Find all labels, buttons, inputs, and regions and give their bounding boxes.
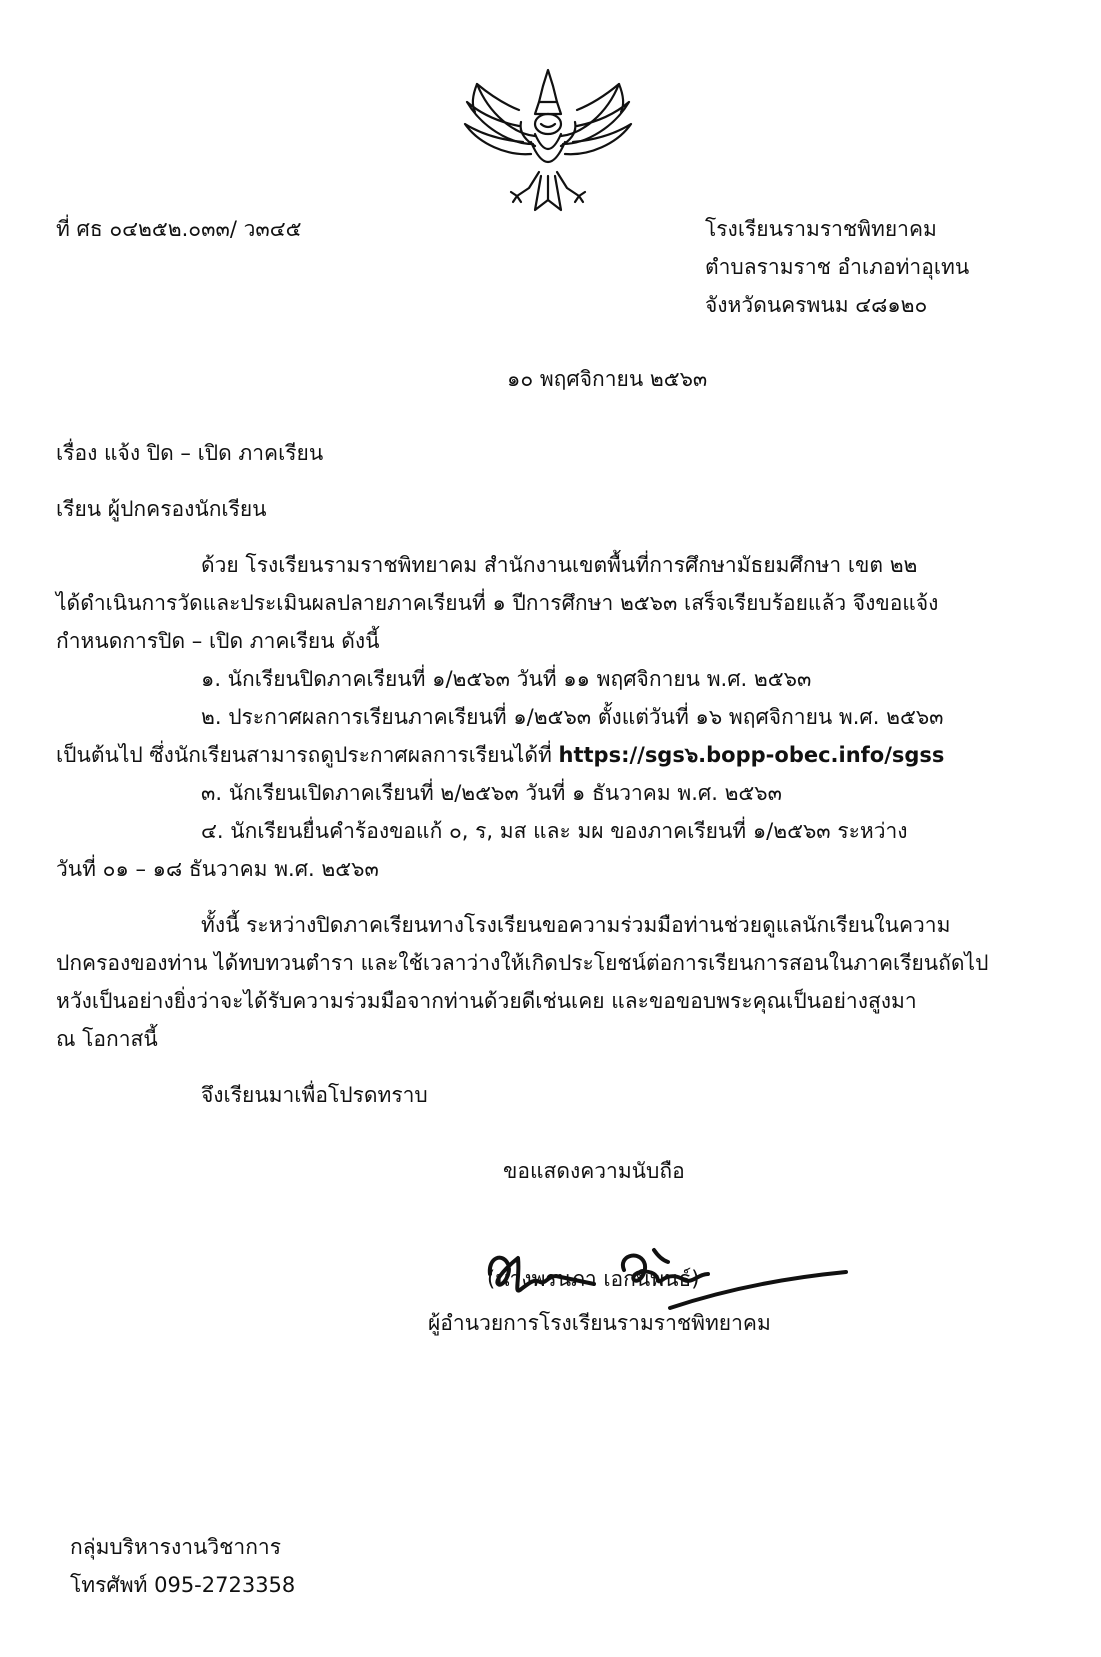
sender-address-line-2: ตำบลรามราช อำเภอท่าอุเทน	[705, 255, 970, 279]
schedule-item-1: ๑. นักเรียนปิดภาคเรียนที่ ๑/๒๕๖๓ วันที่ ๑๑ พฤศจิกายน พ.ศ. ๒๕๖๓	[201, 667, 812, 691]
ending-line: จึงเรียนมาเพื่อโปรดทราบ	[201, 1083, 428, 1107]
intro-line-2: ได้ดำเนินการวัดและประเมินผลปลายภาคเรียนที่ ๑ ปีการศึกษา ๒๕๖๓ เสร็จเรียบร้อยแล้ว จึงขอแจ้ง	[56, 591, 939, 615]
closing-line-3: หวังเป็นอย่างยิ่งว่าจะได้รับความร่วมมือจากท่านด้วยดีเช่นเคย และขอขอบพระคุณเป็นอย่างสูงมา	[56, 989, 917, 1013]
regards-line: ขอแสดงความนับถือ	[503, 1159, 685, 1183]
intro-line-3: กำหนดการปิด – เปิด ภาคเรียน ดังนี้	[56, 629, 380, 653]
letter-date: ๑๐ พฤศจิกายน ๒๕๖๓	[507, 367, 708, 391]
schedule-item-2-line-1: ๒. ประกาศผลการเรียนภาคเรียนที่ ๑/๒๕๖๓ ตั้งแต่วันที่ ๑๖ พฤศจิกายน พ.ศ. ๒๕๖๓	[201, 705, 944, 729]
schedule-item-2-line-2	[56, 742, 944, 769]
closing-line-1: ทั้งนี้ ระหว่างปิดภาคเรียนทางโรงเรียนขอความร่วมมือท่านช่วยดูแลนักเรียนในความ	[201, 913, 951, 937]
sender-address-line-1: โรงเรียนรามราชพิทยาคม	[705, 217, 937, 241]
schedule-item-4-line-1: ๔. นักเรียนยื่นคำร้องขอแก้ ๐, ร, มส และ มผ ของภาคเรียนที่ ๑/๒๕๖๓ ระหว่าง	[201, 819, 908, 843]
signatory-position: ผู้อำนวยการโรงเรียนรามราชพิทยาคม	[428, 1311, 771, 1335]
closing-line-2: ปกครองของท่าน ได้ทบทวนตำรา และใช้เวลาว่างให้เกิดประโยชน์ต่อการเรียนการสอนในภาคเรียนถัดไป	[56, 951, 989, 975]
garuda-emblem	[459, 64, 637, 220]
signatory-name: (นางพรนภา เอกนิพนธ์)	[487, 1267, 700, 1291]
intro-line-1: ด้วย โรงเรียนรามราชพิทยาคม สำนักงานเขตพื้นที่การศึกษามัธยมศึกษา เขต ๒๒	[201, 553, 918, 577]
subject-line: เรื่อง แจ้ง ปิด – เปิด ภาคเรียน	[56, 441, 324, 465]
reference-number: ที่ ศธ ๐๔๒๕๒.๐๓๓/ ว๓๔๕	[56, 217, 302, 241]
department-name: กลุ่มบริหารงานวิชาการ	[70, 1535, 281, 1559]
schedule-item-3: ๓. นักเรียนเปิดภาคเรียนที่ ๒/๒๕๖๓ วันที่ ๑ ธันวาคม พ.ศ. ๒๕๖๓	[201, 781, 782, 805]
schedule-item-2-text: เป็นต้นไป ซึ่งนักเรียนสามารถดูประกาศผลการเรียนได้ที่	[56, 743, 559, 767]
schedule-item-4-line-2: วันที่ ๐๑ – ๑๘ ธันวาคม พ.ศ. ๒๕๖๓	[56, 857, 379, 881]
sender-address-line-3: จังหวัดนครพนม ๔๘๑๒๐	[705, 293, 928, 317]
closing-line-4: ณ โอกาสนี้	[56, 1027, 158, 1051]
recipient-line: เรียน ผู้ปกครองนักเรียน	[56, 497, 267, 521]
grade-results-url: https://sgs๖.bopp-obec.info/sgss	[558, 743, 945, 767]
contact-phone: โทรศัพท์ 095-2723358	[70, 1573, 296, 1597]
